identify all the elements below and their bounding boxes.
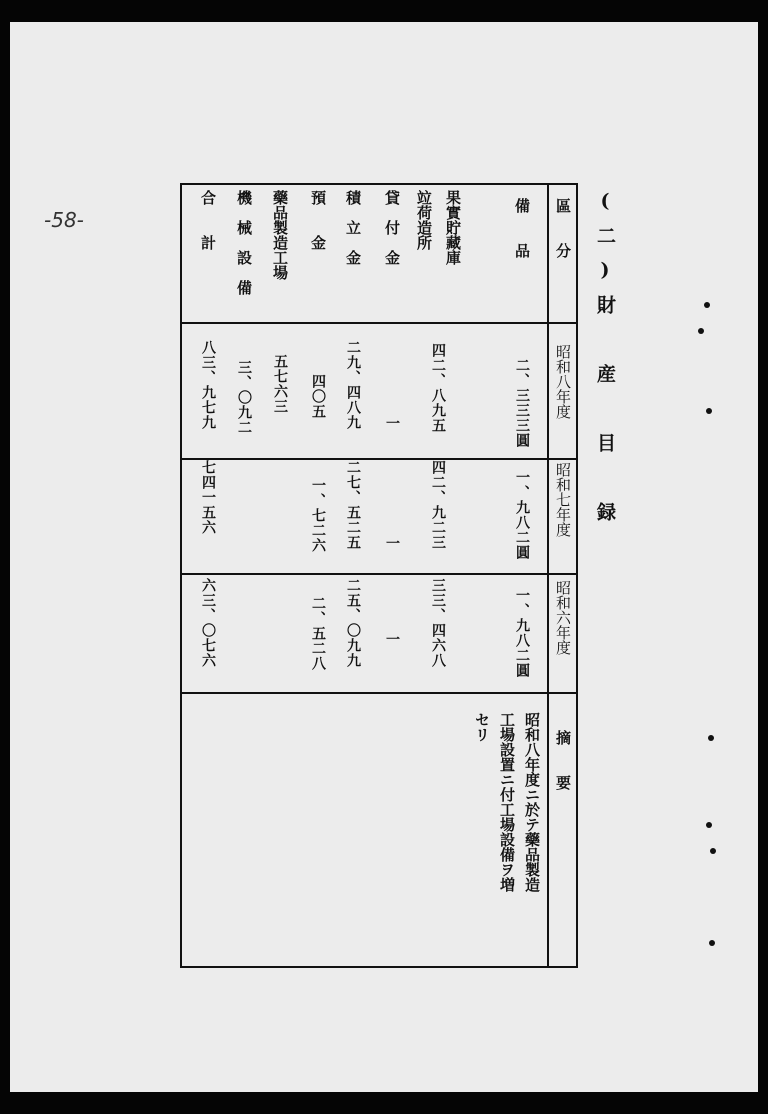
cell-reserves-y2: 二七、五二五 bbox=[345, 460, 361, 550]
page-number: -58- bbox=[44, 208, 84, 232]
row-label-loans: 貸 付 金 bbox=[383, 190, 401, 265]
row-divider-year-1 bbox=[180, 458, 577, 460]
remark-line-2: 工場設置ニ付工場設備ヲ増 bbox=[498, 712, 516, 892]
cell-equipment-y1: 二、三三三圓 bbox=[514, 358, 530, 448]
cell-deposits-y3: 二、五二八 bbox=[310, 596, 326, 671]
remark-line-1: 昭和八年度ニ於テ藥品製造 bbox=[523, 712, 541, 892]
table-bottom-border bbox=[180, 966, 577, 968]
cell-packing-y3: 三三、四六八 bbox=[430, 578, 446, 668]
scan-speck bbox=[710, 848, 716, 854]
row-label-total: 合 計 bbox=[199, 190, 217, 250]
header-category: 區 分 bbox=[554, 198, 572, 258]
cell-packing-y1: 四二、八九五 bbox=[430, 343, 446, 433]
row-label-reserves: 積 立 金 bbox=[344, 190, 362, 265]
cell-machinery-y1: 三、〇九二 bbox=[236, 360, 252, 435]
header-year-2: 昭和七年度 bbox=[554, 462, 572, 537]
section-title: (二)財 産 目 録 bbox=[594, 190, 616, 535]
row-label-deposits: 預 金 bbox=[309, 190, 327, 250]
cell-total-y1: 八三、九七九 bbox=[200, 340, 216, 430]
row-divider-category bbox=[180, 322, 577, 324]
scan-speck bbox=[708, 735, 714, 741]
header-remarks: 摘 要 bbox=[554, 730, 572, 790]
scan-speck bbox=[706, 408, 712, 414]
table-left-border bbox=[180, 183, 182, 968]
table-right-border bbox=[576, 183, 578, 968]
cell-loans-y1: 一 bbox=[384, 416, 400, 431]
cell-plant-y1: 五七六三 bbox=[272, 354, 288, 414]
row-label-packing: 竝荷造所 bbox=[415, 190, 433, 250]
row-divider-year-2 bbox=[180, 573, 577, 575]
header-year-1: 昭和八年度 bbox=[554, 344, 572, 419]
remark-line-3: セリ bbox=[473, 712, 491, 742]
row-label-machinery: 機 械 設 備 bbox=[235, 190, 253, 295]
row-label-plant: 藥品製造工場 bbox=[271, 190, 289, 280]
scan-speck bbox=[704, 302, 710, 308]
cell-equipment-y3: 一、九八二圓 bbox=[514, 588, 530, 678]
cell-total-y2: 七四一五六 bbox=[200, 460, 216, 535]
scan-speck bbox=[698, 328, 704, 334]
scan-speck bbox=[709, 940, 715, 946]
header-year-3: 昭和六年度 bbox=[554, 580, 572, 655]
cell-deposits-y2: 一、七二六 bbox=[310, 478, 326, 553]
header-column-divider bbox=[547, 183, 549, 968]
row-label-storage: 果實貯藏庫 bbox=[444, 190, 462, 265]
cell-reserves-y1: 二九、四八九 bbox=[345, 340, 361, 430]
cell-loans-y3: 一 bbox=[384, 632, 400, 647]
row-divider-year-3 bbox=[180, 692, 577, 694]
cell-loans-y2: 一 bbox=[384, 536, 400, 551]
cell-equipment-y2: 一、九八二圓 bbox=[514, 470, 530, 560]
cell-deposits-y1: 四〇五 bbox=[310, 374, 326, 419]
cell-reserves-y3: 二五、〇九九 bbox=[345, 578, 361, 668]
cell-packing-y2: 四二、九二三 bbox=[430, 460, 446, 550]
table-top-border bbox=[180, 183, 577, 185]
cell-total-y3: 六三、〇七六 bbox=[200, 578, 216, 668]
scan-speck bbox=[706, 822, 712, 828]
row-label-equipment: 備 品 bbox=[513, 198, 531, 258]
